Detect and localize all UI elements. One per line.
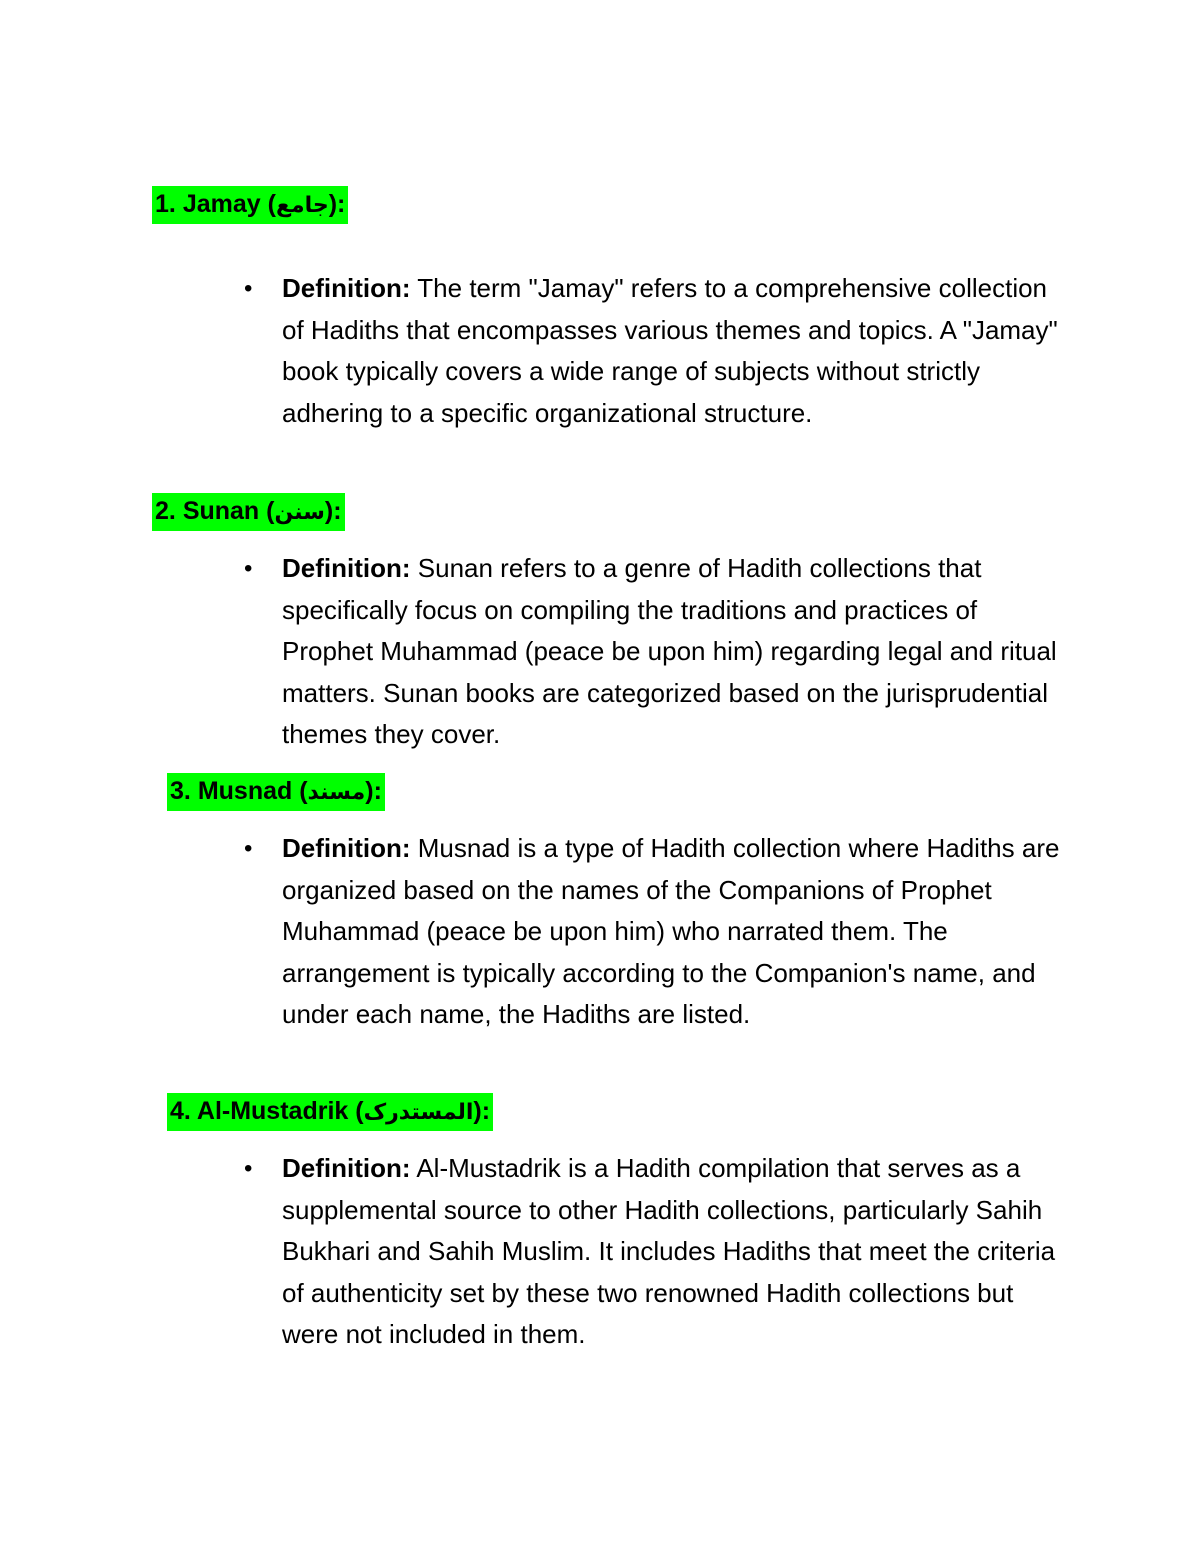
definition-label: Definition: xyxy=(282,553,411,583)
definition-label: Definition: xyxy=(282,1153,411,1183)
section-number: 3. xyxy=(170,777,191,805)
section-heading-sunan: 2. Sunan (سنن): xyxy=(152,493,345,531)
section-heading-musnad: 3. Musnad (مسند): xyxy=(167,773,385,811)
definition-label: Definition: xyxy=(282,273,411,303)
section-number: 1. xyxy=(155,190,176,218)
definition-text: Al-Mustadrik is a Hadith compilation that serves as a supplemental source to other Hadith collections, particularly Sahih Bukhari and Sahih Muslim. It includes Hadiths that meet the criteria of authenticity set by these two renowned Hadith collections but were not included in them. xyxy=(282,1153,1056,1349)
section-arabic-name: المستدرک xyxy=(363,1100,474,1125)
definition-item-sunan xyxy=(244,548,1064,756)
definition-item-musnad xyxy=(244,828,1064,1036)
section-heading-al-mustadrik: 4. Al-Mustadrik (المستدرک): xyxy=(167,1093,493,1131)
definition-text: Musnad is a type of Hadith collection where Hadiths are organized based on the names of the Companions of Prophet Muhammad (peace be upon him) who narrated them. The arrangement is typically according to the Companion's name, and under each name, the Hadiths are listed. xyxy=(282,833,1060,1029)
section-name: Al-Mustadrik xyxy=(196,1097,349,1125)
bullet-icon: • xyxy=(244,1155,253,1182)
section-arabic-name: جامع xyxy=(275,193,329,218)
definition-item-al-mustadrik xyxy=(244,1148,1064,1356)
definition-text: Sunan refers to a genre of Hadith collections that specifically focus on compiling the traditions and practices of Prophet Muhammad (peace be upon him) regarding legal and ritual matters. Sunan books are categorized based on the jurisprudential themes they cover. xyxy=(282,553,1057,749)
section-number: 4. xyxy=(170,1097,191,1125)
section-arabic-name: مسند xyxy=(307,780,366,805)
section-arabic-name: سنن xyxy=(274,500,325,525)
bullet-icon: • xyxy=(244,835,253,862)
section-name: Sunan xyxy=(182,497,260,525)
section-number: 2. xyxy=(155,497,176,525)
definition-label: Definition: xyxy=(282,833,411,863)
bullet-icon: • xyxy=(244,555,253,582)
definition-text: The term "Jamay" refers to a comprehensive collection of Hadiths that encompasses various themes and topics. A "Jamay" book typically covers a wide range of subjects without strictly adhering to a specific organizational structure. xyxy=(282,273,1058,428)
section-heading-jamay: 1. Jamay (جامع): xyxy=(152,186,348,224)
bullet-icon: • xyxy=(244,275,253,302)
definition-item-jamay xyxy=(244,268,1064,434)
section-name: Musnad xyxy=(197,777,293,805)
section-name: Jamay xyxy=(182,190,261,218)
